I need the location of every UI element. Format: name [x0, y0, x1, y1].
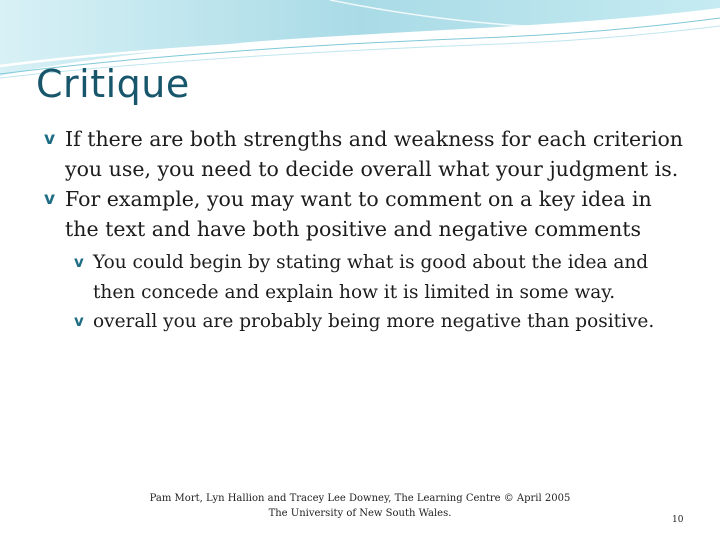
bullet-marker-icon: v — [74, 312, 84, 330]
sub-bullet-text: overall you are probably being more negative than positive. — [93, 311, 655, 332]
bullet-text: For example, you may want to comment on a key idea in the text and have both positive and negative comments — [65, 187, 652, 241]
bullet-text: If there are both strengths and weakness for each criterion you use, you need to decide overall what your judgment is. — [65, 127, 683, 181]
bullet-marker-icon: v — [44, 189, 56, 209]
slide-footer — [120, 491, 600, 521]
footer-credits: Pam Mort, Lyn Hallion and Tracey Lee Downey, The Learning Centre © April 2005 — [149, 493, 571, 504]
slide-title: Critique — [36, 62, 190, 106]
bullet-marker-icon: v — [44, 129, 56, 149]
sub-bullet-item — [74, 307, 684, 337]
sub-bullet-list — [44, 248, 684, 337]
sub-bullet-item — [74, 248, 684, 307]
bullet-item — [44, 124, 684, 184]
bullet-item — [44, 184, 684, 244]
slide-body — [44, 124, 684, 337]
sub-bullet-text: You could begin by stating what is good about the idea and then concede and explain how it is limited in some way. — [93, 252, 649, 303]
footer-institution: The University of New South Wales. — [268, 508, 452, 519]
page-number: 10 — [672, 515, 684, 525]
bullet-marker-icon: v — [74, 253, 84, 271]
